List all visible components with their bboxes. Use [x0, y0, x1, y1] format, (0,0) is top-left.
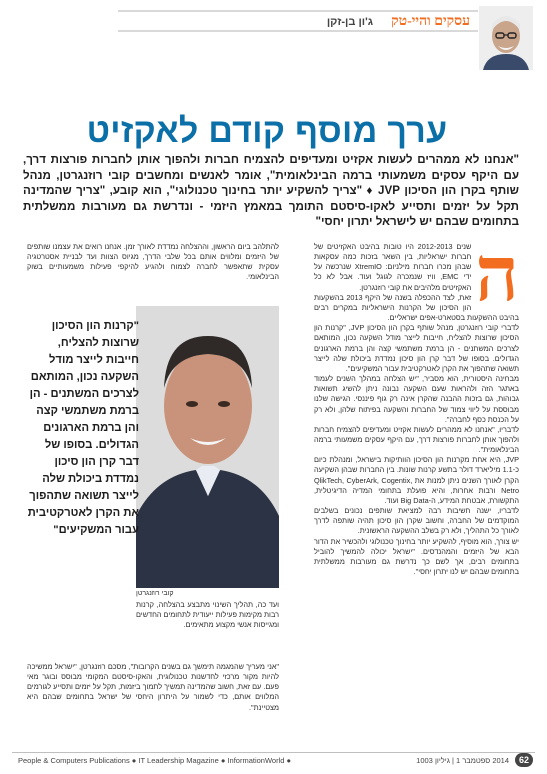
page-number: 62 — [515, 753, 533, 767]
author-name: ג'ון בן-זקן — [326, 16, 373, 28]
portrait-photo — [136, 306, 279, 588]
body-paragraph: מבחינה היסטורית, הוא מסביר, "יש הצלחה במהלך השנים לעמוד באתגר הזה ולהראות שעם השקעה נבונה ניתן להשיג תשואות גבוהות, גם בזכות ההבנה שהקרן אינה רק גוף פיננסי. הגישה שלנו מבוססת על ליווי צמוד של החברות והשקעה בפיתוח שלהן, ולא רק על הכנסת כסף לחברה". — [314, 374, 519, 424]
body-paragraph: לדברי קובי רוזנגרטן, מנהל שותף בקרן הון הסיכון JVP, "קרנות הון הסיכון שרוצות להצליח, חייבות לייצר מודל השקעה נכון, המותאם לצרכים המשתנים - הן ברמת משתמשי קצה והן ברמת הארגונים הגדולים. בסופו של דבר קרן הון סיכון נמדדת ביכולת שלה לייצר תשואה שתהפוך את הקרן לאטרקטיבית עבור המשקיעים". — [314, 323, 519, 373]
body-column-right — [314, 233, 519, 577]
section-header — [118, 10, 478, 32]
footer-issue-date: 2014 ספטמבר 1 | גיליון 1003 — [416, 756, 509, 765]
body-paragraph: לדבריו, ישנה חשיבות רבה למציאת שותפים נכונים בשלבים המוקדמים של החברה, וחשוב שקרן הון סיכון תהיה שותפה לדרך לאורך כל התהליך, ולא רק בשלב ההשקעה הראשונית. — [314, 506, 519, 536]
body-paragraph: יש צורך, הוא מוסיף, להשקיע יותר בחינוך טכנולוגי ולהכשיר את הדור הבא של היזמים והמהנדסים. "ישראל יכולה להמשיך להוביל בתחומים רבים, אך לשם כך נדרשת גם מעורבות ממשלתית בתחומים שבהם יש לנו יתרון יחסי". — [314, 536, 519, 576]
footer-publications: People & Computers Publications ● IT Leadership Magazine ● InformationWorld ● — [18, 756, 292, 765]
body-paragraph: שנים 2012-2013 היו טובות בהיבט האקזיטים של חברות ישראליות, בין השאר בזכות כמה עסקאות שבהן מכרו חברות מילניום: XtremIO שנרכשה על ידי EMC, וויז שנמכרה לגוגל ועוד. אבל לא כל האקזיטים מלהיבים את קובי רוזנגרטן. — [314, 242, 472, 292]
author-photo — [479, 6, 533, 70]
article-title: ערך מוסף קודם לאקזיט — [86, 112, 448, 150]
photo-caption: קובי רוזנגרטן — [136, 590, 174, 597]
drop-cap: ה — [475, 233, 519, 317]
body-paragraph: ועד כה, תהליך השינוי מתבצע בהצלחה, קרנות רבות מקימות פעילות ייעודית לתחומים החדשים ומגייסות אנשי מקצוע מתאימים. — [136, 600, 279, 630]
pull-quote: "קרנות הון הסיכון שרוצות להצליח, חייבות לייצר מודל השקעה נכון, המותאם לצרכים המשתנים - הן ברמת משתמשי קצה והן ברמת הארגונים הגדולים. בסופו של דבר קרן הון סיכון נמדדת ביכולת שלה לייצר תשואה שתהפוך את הקרן לאטרקטיבית עבור המשקיעים" — [27, 320, 139, 536]
body-paragraph: JVP, היא אחת מקרנות הון הסיכון הוותיקות בישראל, ומנהלת כיום כ-1.1 מיליארד דולר בתשע קרנות שונות. בין החברות שבהן השקיעה הקרן לאורך השנים ניתן למנות את QlikTech, CyberArk, Cogentix, Netro ורבות אחרות, והיא פועלת בתחומי המדיה הדיגיטלית, התקשורת, אבטחת המידע, ה-Big Data ועוד. — [314, 455, 519, 505]
body-column-left-top: להתלהב ביום הראשון, וההצלחה נמדדת לאורך זמן. אנחנו רואים את עצמנו שותפים של היזמים ומלווים אותם בכל שלבי הדרך, מגיוס הצוות ועד לבניית אסטרטגיה עסקית שתאפשר לחברה לצמוח ולהגיע להיקפי פעילות משמעותיים בשוק הבינלאומי. — [27, 242, 279, 282]
article-lead: "אנחנו לא ממהרים לעשות אקזיט ומעדיפים להצמיח חברות ולהפוך אותן לחברות פורצות דרך, עם היקף עסקים משמעותי ברמה הבינלאומית", אומר לאנשים ומחשבים קובי רוזנגרטן, מנהל שותף בקרן הון הסיכון JVP ♦ "צריך להשקיע יותר בחינוך טכנולוגי", הוא קובע, "צריך שהמדינה תקל על יזמים ותסייע לאקו-סיסטם התומך במאמץ היזמי - ונדרשת גם מעורבות ממשלתית בתחומים שבהם יש לישראל יתרון יחסי" — [23, 153, 519, 229]
section-title: עסקים והיי-טק — [391, 14, 470, 29]
body-paragraph: לדבריו, "אנחנו לא ממהרים לעשות אקזיט ומעדיפים להצמיח חברות ולהפוך אותן לחברות פורצות דרך, עם היקף עסקים משמעותי ברמה הבינלאומית". — [314, 424, 519, 455]
body-column-left-bottom: "אני מעריך שהמגמה תימשך גם בשנים הקרובות", מסכם רוזנגרטן, "ישראל ממשיכה להיות מקור מרכזי לחדשנות טכנולוגית, והאקו-סיסטם המקומי מבוסס ובוגר מאי פעם. עם זאת, חשוב שהמדינה תמשיך לתמוך ביזמות, תקל על יזמים ותסייע לגורמים המלווים אותם, כדי לשמור על היתרון היחסי של ישראל בתחומים שבהם היא מצטיינת". — [27, 662, 279, 712]
page-footer — [12, 752, 535, 768]
body-paragraph: זאת, לצד ההכפלה בשנה של היקף 2013 בהשקעות הון הסיכון של הקרנות הישראליות במקרים רבים בהיבט ההשקעות בסטארט-אפים ישראליים. — [314, 292, 519, 323]
